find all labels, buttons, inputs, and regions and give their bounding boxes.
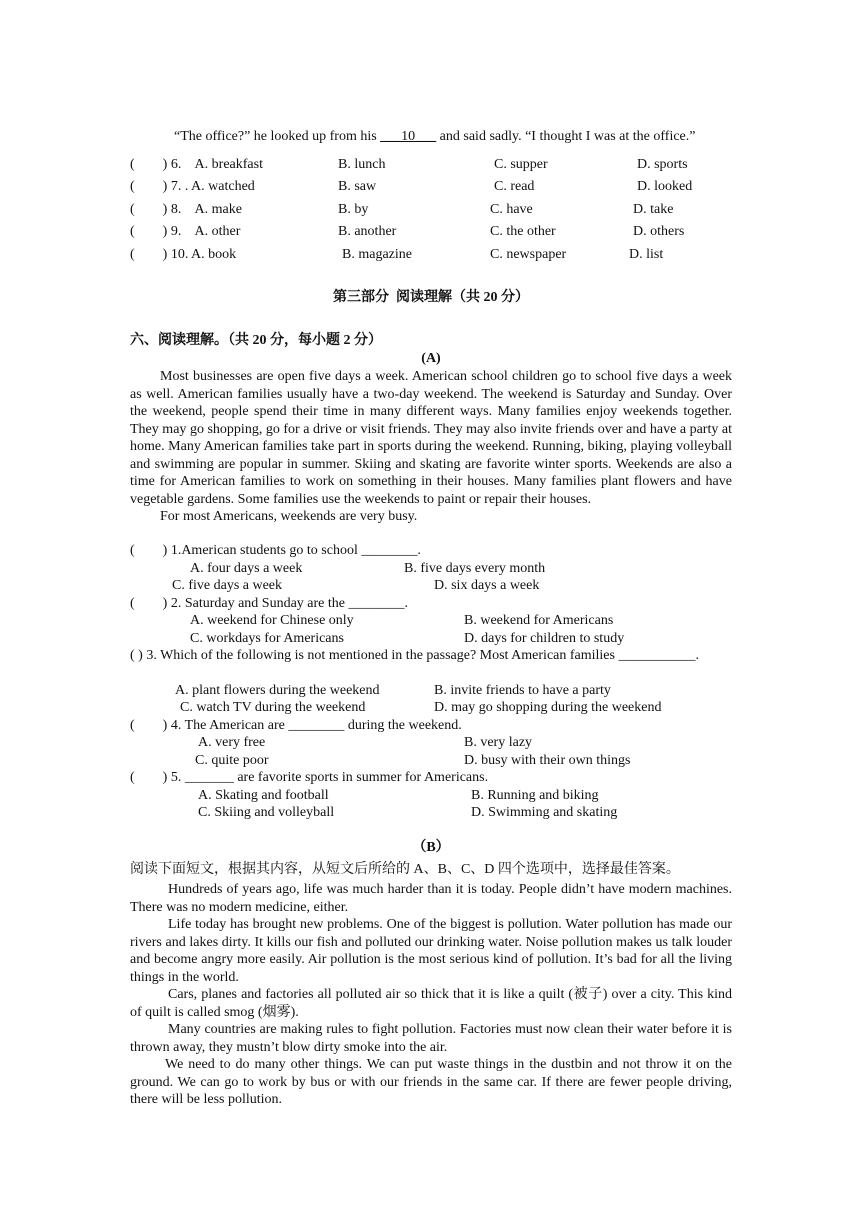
option: B. Running and biking: [471, 788, 599, 803]
option: B. invite friends to have a party: [434, 683, 611, 698]
option: D. Swimming and skating: [471, 805, 618, 820]
passage-a-label: (A): [421, 351, 441, 366]
passage-last-line: “The office?” he looked up from his ___10___ and said sadly. “I thought I was at the office.”: [174, 128, 696, 144]
exam-page: “The office?” he looked up from his ___10___ and said sadly. “I thought I was at the office.” ( ) 6. A. breakfast B. lunch C. supper D. sports ( ) 7. . A. watched B. saw C. read D. looked ( ) 8. A. make B. by C. have D. take ( ) 9. A. other B. another C. the other D. others ( ) 10. A. book B. magazine C. newspaper D. list 第三部分 阅读理解（共 20 分） 六、阅读理解。（共 20 分，每小题 2 分） (A) Most businesses are open five days a week. American school children go to school five days a week as well. American families usually have a two-day weekend. The weekend is Saturday and Sunday. Over the weekend, people spend their time in many different ways. Many families enjoy weekends together. They may go shopping, go for a drive or visit friends. They may also invite friends over and have a party at home. Many American families take part in sports during the weekend. Running, biking, playing volleyball and swimming are popular in summer. Skiing and skating are favorite winter sports. Weekends are also a time for American families to work on something in their houses. Many families plant flowers and have vegetable gardens. Some families use the weekends to paint or repair their houses. For most Americans, weekends are very busy. ( ) 1.American students go to school ________. A. four days a week B. five days every month C. five days a week D. six days a week ( ) 2. Saturday and Sunday are the ________. A. weekend for Chinese only B. weekend for Americans C. workdays for Americans D. days for children to study ( ) 3. Which of the following is not mentioned in the passage? Most American families ___________. A. plant flowers during the weekend B. invite friends to have a party C. watch TV during the weekend D. may go shopping during the weekend ( ) 4. The American are ________ during the weekend. A. very free B. very lazy C. quite poor D. busy with their own things ( ) 5. _______ are favorite sports in summer for Americans. A. Skating and football B. Running and biking C. Skiing and volleyball D. Swimming and skating （B） 阅读下面短文，根据其内容，从短文后所给的 A、B、C、D 四个选项中，选择最佳答案。 Hundreds of years ago, life was much harder than it is today. People didn’t have modern machines. There was no modern medicine, either. Life today has brought new problems. One of the biggest is pollution. Water pollution has made our rivers and lakes dirty. It kills our fish and polluted our drinking water. Noise pollution makes us talk louder and become angry more easily. Air pollution is the most serious kind of pollution. It’s bad for all the living things in the world. Cars, planes and factories all polluted air so thick that it is like a quilt (被子) over a city. This kind of quilt is called smog (烟雾). Many countries are making rules to fight pollution. Factories must now clean their water before it is thrown away, they mustn’t blow dirty smoke into the air. We need to do many other things. We can put waste things in the dustbin and not throw it on the ground. We can go to work by bus or with our friends in the same car. If there are fewer people driving, there will be less pollution.: [0, 0, 860, 1216]
option: D. busy with their own things: [464, 753, 631, 768]
option: D. six days a week: [434, 578, 540, 593]
passage-b-label: （B）: [412, 840, 450, 855]
passage-b-paragraph: We need to do many other things. We can put waste things in the dustbin and not throw it on the ground. We can go to work by bus or with our friends in the same car. If there are fewer people driving, there will be less pollution.: [130, 1057, 732, 1107]
option: C. quite poor: [195, 753, 269, 768]
passage-a-question-2: ( ) 2. Saturday and Sunday are the ________.: [130, 596, 408, 611]
option: B. five days every month: [404, 561, 546, 576]
option: A. weekend for Chinese only: [190, 613, 354, 628]
option: C. five days a week: [172, 578, 283, 593]
part-three-heading: 第三部分 阅读理解（共 20 分）: [333, 290, 529, 305]
option: B. weekend for Americans: [464, 613, 614, 628]
passage-b-paragraph: Cars, planes and factories all polluted air so thick that it is like a quilt (被子) over a city. This kind of quilt is called smog (烟雾).: [130, 987, 732, 1020]
option: C. Skiing and volleyball: [198, 805, 335, 820]
option: C. watch TV during the weekend: [180, 700, 366, 715]
passage-b-text: [130, 881, 732, 1109]
option: D. may go shopping during the weekend: [434, 700, 662, 715]
passage-a-question-4: ( ) 4. The American are ________ during the weekend.: [130, 718, 462, 733]
option: B. very lazy: [464, 735, 533, 750]
option: D. days for children to study: [464, 631, 625, 646]
passage-a-question-1: ( ) 1.American students go to school ________.: [130, 543, 421, 558]
option: A. plant flowers during the weekend: [175, 683, 380, 698]
section-six-heading: 六、阅读理解。（共 20 分，每小题 2 分）: [130, 333, 382, 348]
blank-10: ___10___: [380, 128, 437, 144]
passage-a-paragraph-1: Most businesses are open five days a week. American school children go to school five days a week as well. American families usually have a two-day weekend. The weekend is Saturday and Sunday. Over the weekend, people spend their time in many different ways. Many families enjoy weekends together. They may go shopping, go for a drive or visit friends. They may also invite friends over and have a party at home. Many American families take part in sports during the weekend. Running, biking, playing volleyball and swimming are popular in summer. Skiing and skating are favorite winter sports. Weekends are also a time for American families to work on something in their houses. Many families plant flowers and have vegetable gardens. Some families use the weekends to paint or repair their houses.: [130, 369, 732, 507]
passage-b-paragraph: Life today has brought new problems. One of the biggest is pollution. Water pollution has made our rivers and lakes dirty. It kills our fish and polluted our drinking water. Noise pollution makes us talk louder and become angry more easily. Air pollution is the most serious kind of pollution. It’s bad for all the living things in the world.: [130, 917, 732, 985]
option: A. four days a week: [190, 561, 303, 576]
option: A. Skating and football: [198, 788, 329, 803]
passage-b-instruction: 阅读下面短文，根据其内容，从短文后所给的 A、B、C、D 四个选项中，选择最佳答案。: [130, 862, 680, 877]
option: A. very free: [198, 735, 266, 750]
passage-a-paragraph-2: For most Americans, weekends are very busy.: [160, 509, 418, 524]
passage-b-paragraph: Hundreds of years ago, life was much harder than it is today. People didn’t have modern machines. There was no modern medicine, either.: [130, 882, 732, 915]
passage-b-paragraph: Many countries are making rules to fight pollution. Factories must now clean their water before it is thrown away, they mustn’t blow dirty smoke into the air.: [130, 1022, 732, 1055]
option: C. workdays for Americans: [190, 631, 344, 646]
passage-a-question-3: ( ) 3. Which of the following is not mentioned in the passage? Most American families ___________.: [130, 648, 699, 663]
passage-a-text: [130, 368, 732, 526]
passage-a-question-5: ( ) 5. _______ are favorite sports in summer for Americans.: [130, 770, 489, 785]
